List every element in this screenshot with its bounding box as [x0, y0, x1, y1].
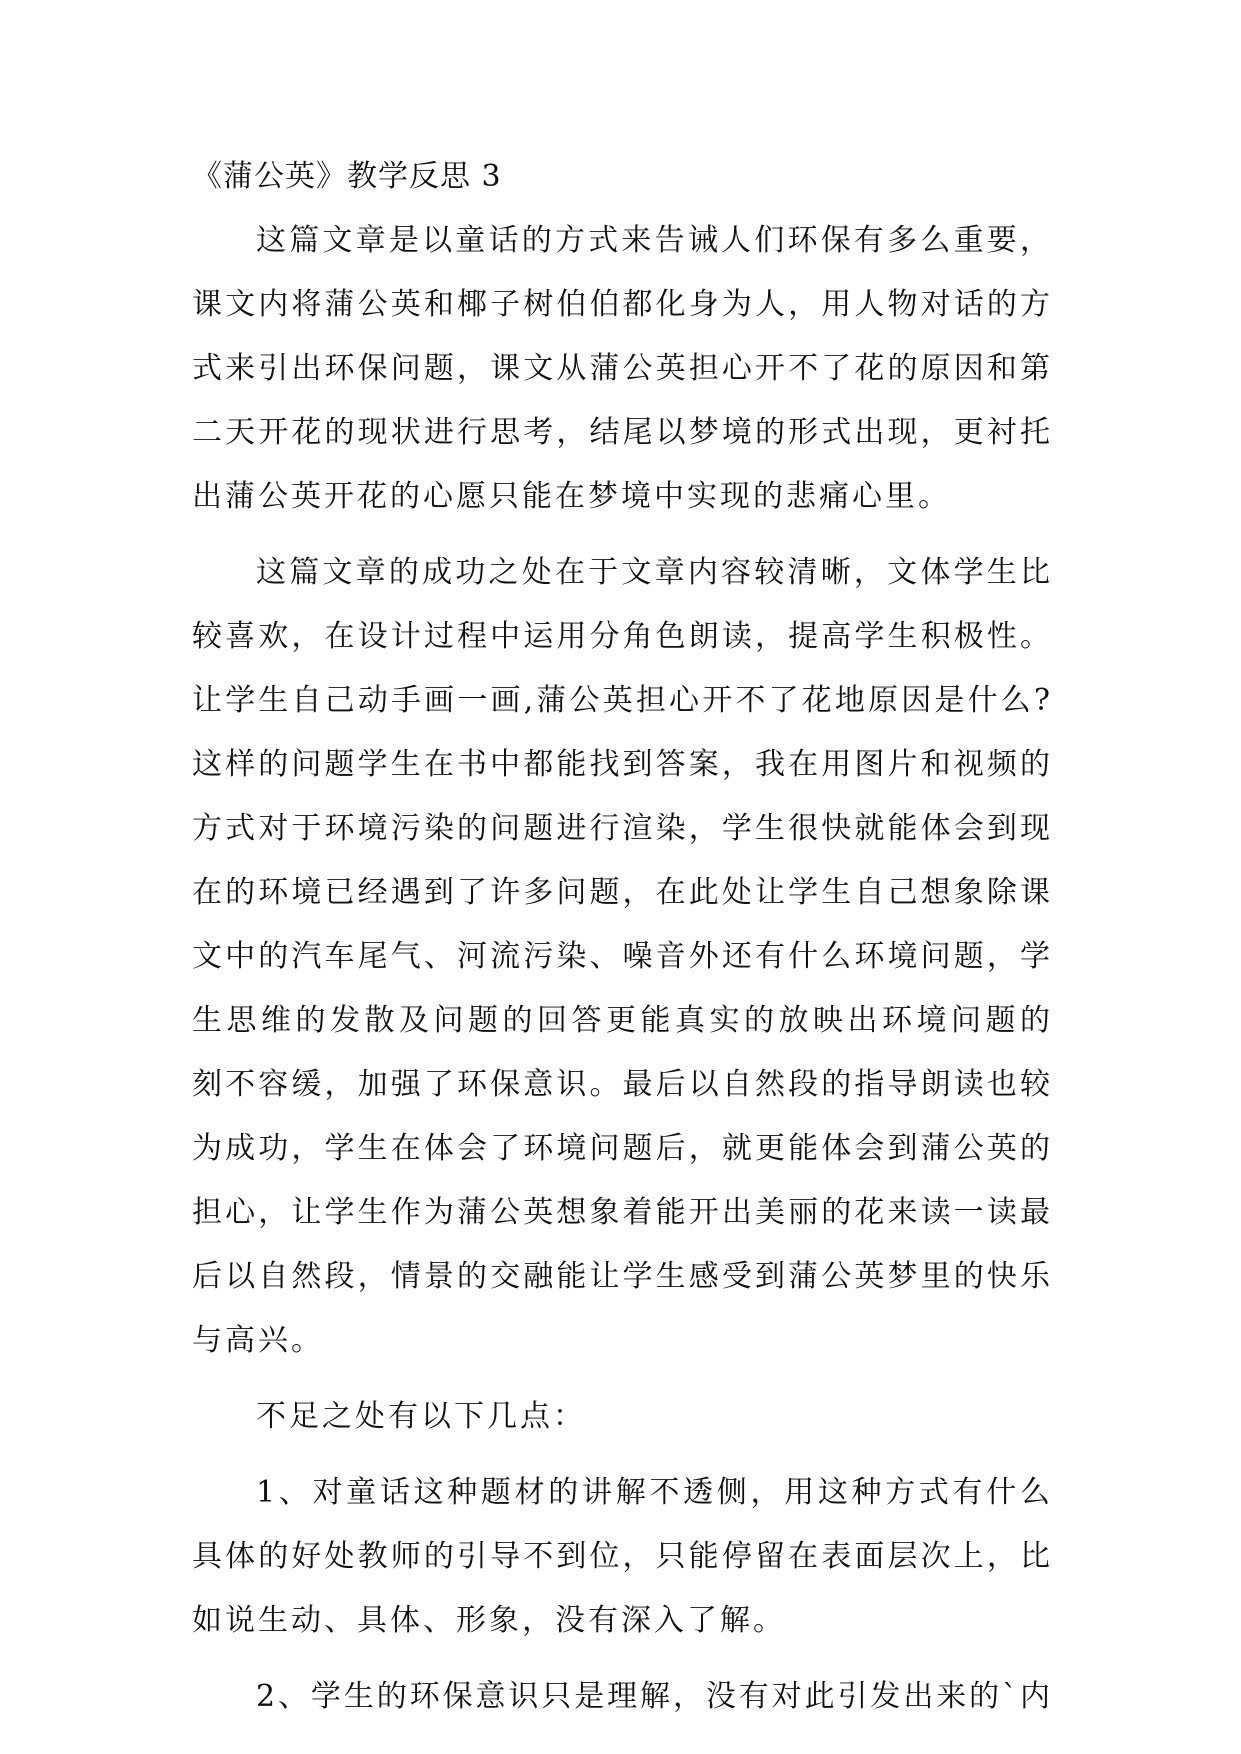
paragraph-line: 二天开花的现状进行思考，结尾以梦境的形式出现，更衬托: [192, 415, 1050, 450]
paragraph-3: [192, 1385, 1050, 1449]
paragraph-line: 这篇文章的成功之处在于文章内容较清晰，文体学生比: [256, 555, 1050, 590]
paragraph-line: 方式对于环境污染的问题进行渲染，学生很快就能体会到现: [192, 811, 1050, 846]
paragraph-line: 如说生动、具体、形象，没有深入了解。: [192, 1603, 786, 1638]
paragraph-line: 具体的好处教师的引导不到位，只能停留在表面层次上，比: [192, 1539, 1050, 1574]
paragraph-line: 生思维的发散及问题的回答更能真实的放映出环境问题的: [192, 1003, 1050, 1038]
paragraph-line: 文中的汽车尾气、河流污染、噪音外还有什么环境问题，学: [192, 939, 1050, 974]
paragraph-5: [192, 1665, 1050, 1729]
paragraph-line: 这样的问题学生在书中都能找到答案，我在用图片和视频的: [192, 747, 1050, 782]
paragraph-line: 为成功，学生在体会了环境问题后，就更能体会到蒲公英的: [192, 1131, 1050, 1166]
document-title: 《蒲公英》教学反思 3: [192, 159, 502, 194]
paragraph-line: 式来引出环保问题，课文从蒲公英担心开不了花的原因和第: [192, 351, 1050, 386]
paragraph-line: 让学生自己动手画一画,蒲公英担心开不了花地原因是什么?: [192, 683, 1050, 718]
paragraph-line: 1、对童话这种题材的讲解不透侧，用这种方式有什么: [256, 1475, 1050, 1510]
paragraph-line: 在的环境已经遇到了许多问题，在此处让学生自己想象除课: [192, 875, 1050, 910]
paragraph-line: 刻不容缓，加强了环保意识。最后以自然段的指导朗读也较: [192, 1067, 1050, 1102]
paragraph-line: 与高兴。: [192, 1323, 324, 1358]
paragraph-line: 这篇文章是以童话的方式来告诫人们环保有多么重要，: [256, 223, 1050, 258]
paragraph-line: 课文内将蒲公英和椰子树伯伯都化身为人，用人物对话的方: [192, 287, 1050, 322]
paragraph-line: 出蒲公英开花的心愿只能在梦境中实现的悲痛心里。: [192, 479, 951, 514]
paragraph-line: 2、学生的环保意识只是理解，没有对此引发出来的`内: [256, 1679, 1050, 1714]
paragraph-4: [192, 1461, 1050, 1653]
paragraph-line: 较喜欢，在设计过程中运用分角色朗读，提高学生积极性。: [192, 619, 1050, 654]
paragraph-1: [192, 209, 1050, 529]
paragraph-2: [192, 541, 1050, 1373]
paragraph-line: 不足之处有以下几点：: [256, 1399, 586, 1434]
document-body: [192, 145, 1050, 1729]
paragraph-line: 后以自然段，情景的交融能让学生感受到蒲公英梦里的快乐: [192, 1259, 1050, 1294]
paragraph-line: 担心，让学生作为蒲公英想象着能开出美丽的花来读一读最: [192, 1195, 1050, 1230]
